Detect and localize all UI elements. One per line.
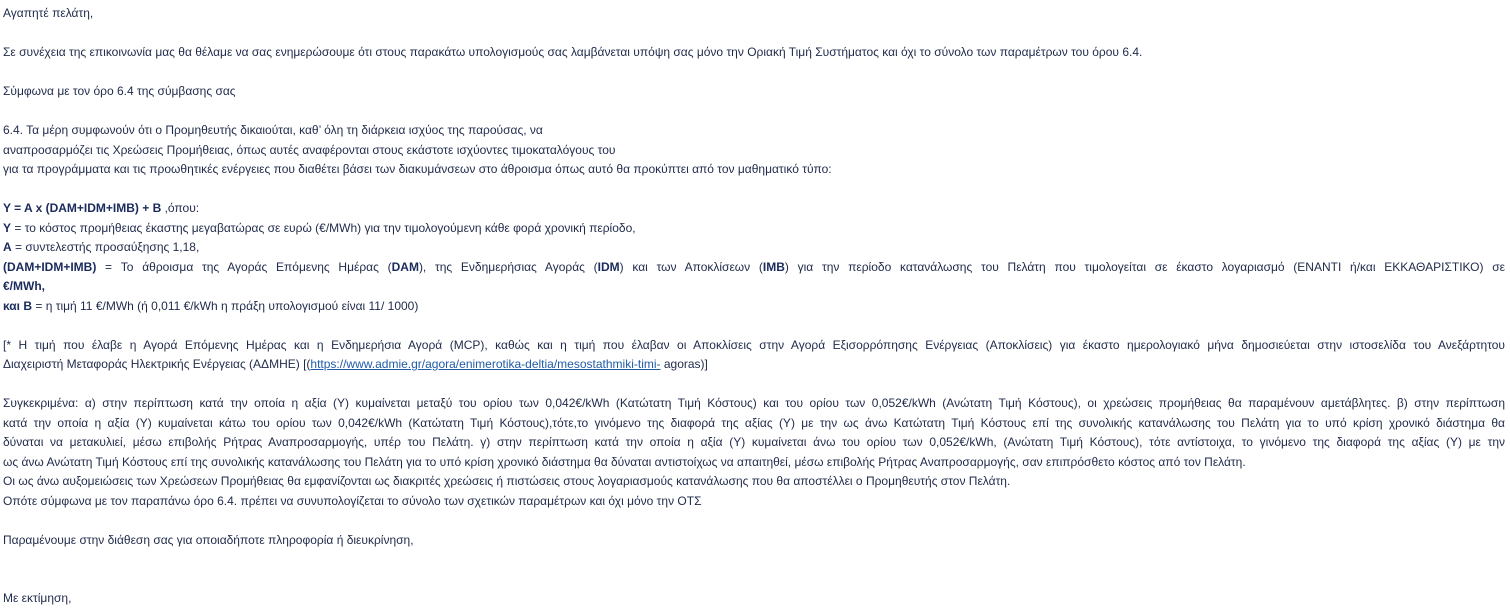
specifically-line: δύναται να μετακυλιεί, μέσω επιβολής Ρήτρας Αναπροσαρμογής, υπέρ του Πελάτη. γ) στην περίπτωση κατά την οποία η αξία (Y) κυμαίνεται άνω του ορίου των 0,052€/kWh, (Ανώτατη Τιμή Κόστους), τότε αντίστοιχα, το γινόμενο της διαφορά της αξίας (Y) με την [3, 435, 1505, 449]
definition-a-text: = συντελεστής προσαύξησης 1,18, [11, 240, 200, 254]
unit-term: €/MWh, [3, 279, 45, 293]
dam-term: DAM [391, 259, 419, 274]
definition-sum [3, 258, 1505, 278]
definition-sum-term: (DAM+IDM+IMB) [3, 259, 97, 274]
specifically-line: Συγκεκριμένα: α) στην περίπτωση κατά την οποία η αξία (Y) κυμαίνεται μεταξύ του ορίου των 0,042€/kWh (Κατώτατη Τιμή Κόστους) και του ορίου των 0,052€/kWh (Ανώτατη Τιμή Κόστους), οι χρεώσεις προμήθειας θα παραμένουν αμετάβλητες. β) στην περίπτωση [3, 396, 1505, 410]
definition-b [3, 297, 1507, 317]
formula-line [3, 199, 1507, 219]
definition-sum-text: ) για την περίοδο κατανάλωσης του Πελάτη που τιμολογείται σε έκαστο λογαριασμό (ΕΝΑΝΤΙ ή/και ΕΚΚΑΘΑΡΙΣΤΙΚΟ) σε [784, 259, 1505, 274]
definition-sum-unit [3, 277, 1507, 297]
note-text: Διαχειριστή Μεταφοράς Ηλεκτρικής Ενέργειας (ΑΔΜΗΕ) [( [3, 357, 311, 371]
according-line: Σύμφωνα με τον όρο 6.4 της σύμβασης σας [3, 84, 236, 98]
formula-bold: Y = A x (DAM+IDM+IMB) + B [3, 201, 162, 215]
definition-sum-text: ) και των Αποκλίσεων ( [619, 259, 763, 274]
note-line: [* Η τιμή που έλαβε η Αγορά Επόμενης Ημέρας και η Ενδημερήσια Αγορά (MCP), καθώς και η τιμή που έλαβαν οι Αποκλίσεις στην Αγορά Εξισορρόπησης Ενέργειας (Αποκλίσεις) για έκαστο ημερολογιακό μήνα δημοσιεύεται στην ιστοσελίδα του Ανεξάρτητου [3, 337, 1505, 352]
definition-sum-text: ), της Ενδημερήσιας Αγοράς ( [418, 259, 598, 274]
note-line [3, 355, 1507, 375]
clause-line: αναπροσαρμόζει τις Χρεώσεις Προμήθειας, όπως αυτές αναφέρονται στους εκάστοτε ισχύοντες τιμοκαταλόγους του [3, 142, 616, 157]
definition-b-term: και B [3, 298, 33, 313]
imb-term: IMB [762, 259, 785, 274]
specifically-line: ως άνω Ανώτατη Τιμή Κόστους επί της συνολικής κατανάλωσης του Πελάτη για το υπό κρίση χρονικό διάστημα θα δύναται αντιστοίχως να απαιτηθεί, μέσω επιβολής Ρήτρας Αναπροσαρμογής, σαν επιπρόσθετο κόστος από τον Πελάτη. [3, 454, 1246, 469]
definition-a-term: A [3, 240, 12, 254]
increase-note: Οι ως άνω αυξομειώσεις των Χρεώσεων Προμήθειας θα εμφανίζονται ως διακριτές χρεώσεις ή πιστώσεις στους λογαριασμούς κατανάλωσης που θα αποστέλλει ο Προμηθευτής στον Πελάτη. [3, 474, 1011, 488]
closing: Παραμένουμε στην διάθεση σας για οποιαδήποτε πληροφορία ή διευκρίνηση, [3, 532, 414, 547]
conclusion: Οπότε σύμφωνα με τον παραπάνω όρο 6.4. πρέπει να συνυπολογίζεται το σύνολο των σχετικών παραμέτρων και όχι μόνο την ΟΤΣ [3, 493, 702, 508]
definition-y-text: = το κόστος προμήθειας έκαστης μεγαβατώρας σε ευρώ (€/MWh) για την τιμολογούμενη κάθε φορά χρονική περίοδο, [11, 220, 636, 235]
idm-term: IDM [597, 259, 620, 274]
note-text: agoras)] [660, 357, 708, 371]
definition-y [3, 219, 1507, 239]
definition-sum-text: = Το άθροισμα της Αγοράς Επόμενης Ημέρας ( [96, 259, 392, 274]
definition-a [3, 238, 1507, 258]
formula-rest: ,όπου: [161, 201, 200, 215]
greeting: Αγαπητέ πελάτη, [3, 6, 94, 20]
clause-line: 6.4. Τα μέρη συμφωνούν ότι ο Προμηθευτής δικαιούται, καθ’ όλη τη διάρκεια ισχύος της παρούσας, να [3, 123, 543, 137]
intro-paragraph: Σε συνέχεια της επικοινωνία μας θα θέλαμε να σας ενημερώσουμε ότι στους παρακάτω υπολογισμούς σας λαμβάνεται υπόψη σας μόνο την Οριακή Τιμή Συστήματος και όχι το σύνολο των παραμέτρων του όρου 6.4. [3, 45, 1143, 59]
signoff: Με εκτίμηση, [3, 591, 72, 605]
definition-y-term: Y [3, 220, 12, 235]
definition-b-text: = η τιμή 11 €/MWh (ή 0,011 €/kWh η πράξη υπολογισμού είναι 11/ 1000) [32, 298, 419, 313]
specifically-line: κατά την οποία η αξία (Y) κυμαίνεται κάτω του ορίου των 0,042€/kWh (Κατώτατη Τιμή Κόστους),τότε,το γινόμενο της διαφορά της αξίας (Y) με την ως άνω Κατώτατη Τιμή Κόστους επί της συνολικής κατανάλωσης του Πελάτη για το υπό κρίση χρονικό διάστημα θα [3, 415, 1505, 430]
admie-link[interactable]: https://www.admie.gr/agora/enimerotika-deltia/mesostathmiki-timi- [310, 357, 661, 371]
clause-line: για τα προγράμματα και τις προωθητικές ενέργειες που διαθέτει βάσει των διακυμάνσεων στο άθροισμα όπως αυτό θα προκύπτει από τον μαθηματικό τύπο: [3, 162, 832, 176]
